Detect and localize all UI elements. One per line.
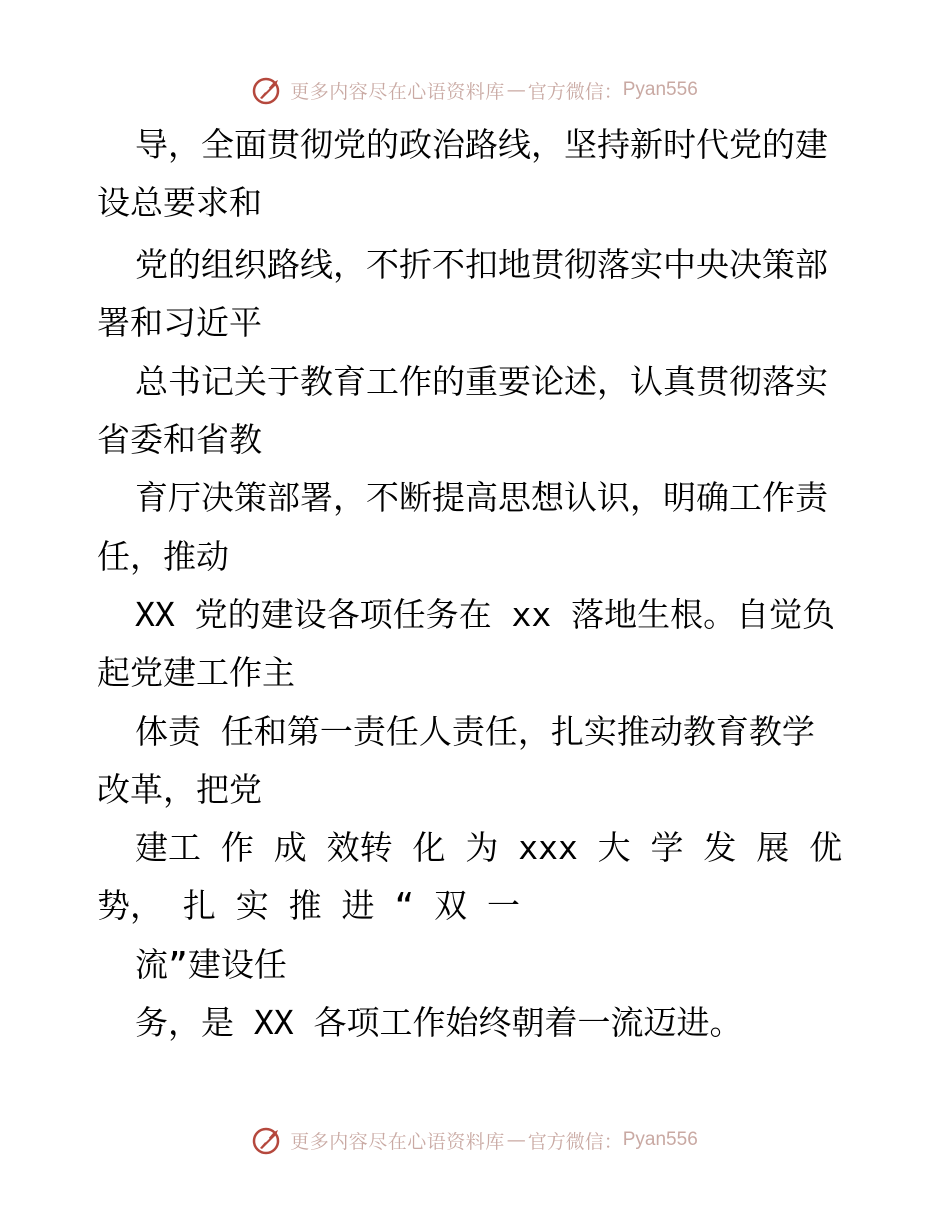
watermark-banner-top [0,72,950,108]
quill-pen-logo-icon [252,74,284,106]
watermark-wechat-id: Pyan556 [622,1129,698,1150]
paragraph-line: 体责 任和第一责任人责任，扎实推动教育教学 [135,712,815,751]
watermark-wechat-id: Pyan556 [622,79,698,100]
paragraph-line: XX 党的建设各项任务在 xx 落地生根。自觉负 [135,595,836,634]
watermark-wechat-label: 官方微信： [527,1130,623,1153]
paragraph-line: 务，是 XX 各项工作始终朝着一流迈进。 [135,1003,743,1042]
quill-pen-logo-icon [252,1124,284,1156]
paragraph-line: 省委和省教 [97,420,262,459]
watermark-text: 更多内容尽在心语资料库 [290,80,505,103]
paragraph-line: 流”建设任 [135,945,287,984]
watermark-dash: — [506,1129,526,1151]
paragraph-line: 导，全面贯彻党的政治路线，坚持新时代党的建 [135,125,828,164]
paragraph-line: 改革，把党 [97,770,262,809]
paragraph-line: 设总要求和 [97,183,262,222]
paragraph-line: 建工 作 成 效转 化 为 xxx 大 学 发 展 优 [135,828,843,867]
watermark-dash: — [506,79,526,101]
paragraph-line: 起党建工作主 [97,653,295,692]
paragraph-line: 势， 扎 实 推 进 “ 双 一 [97,886,520,925]
paragraph-line: 署和习近平 [97,303,262,342]
watermark-banner-bottom [0,1122,950,1158]
watermark-text: 更多内容尽在心语资料库 [290,1130,505,1153]
paragraph-line: 育厅决策部署，不断提高思想认识，明确工作责 [135,478,828,517]
paragraph-line: 总书记关于教育工作的重要论述，认真贯彻落实 [135,362,828,401]
paragraph-line: 党的组织路线，不折不扣地贯彻落实中央决策部 [135,245,828,284]
watermark-wechat-label: 官方微信： [527,80,623,103]
paragraph-line: 任，推动 [97,537,229,576]
